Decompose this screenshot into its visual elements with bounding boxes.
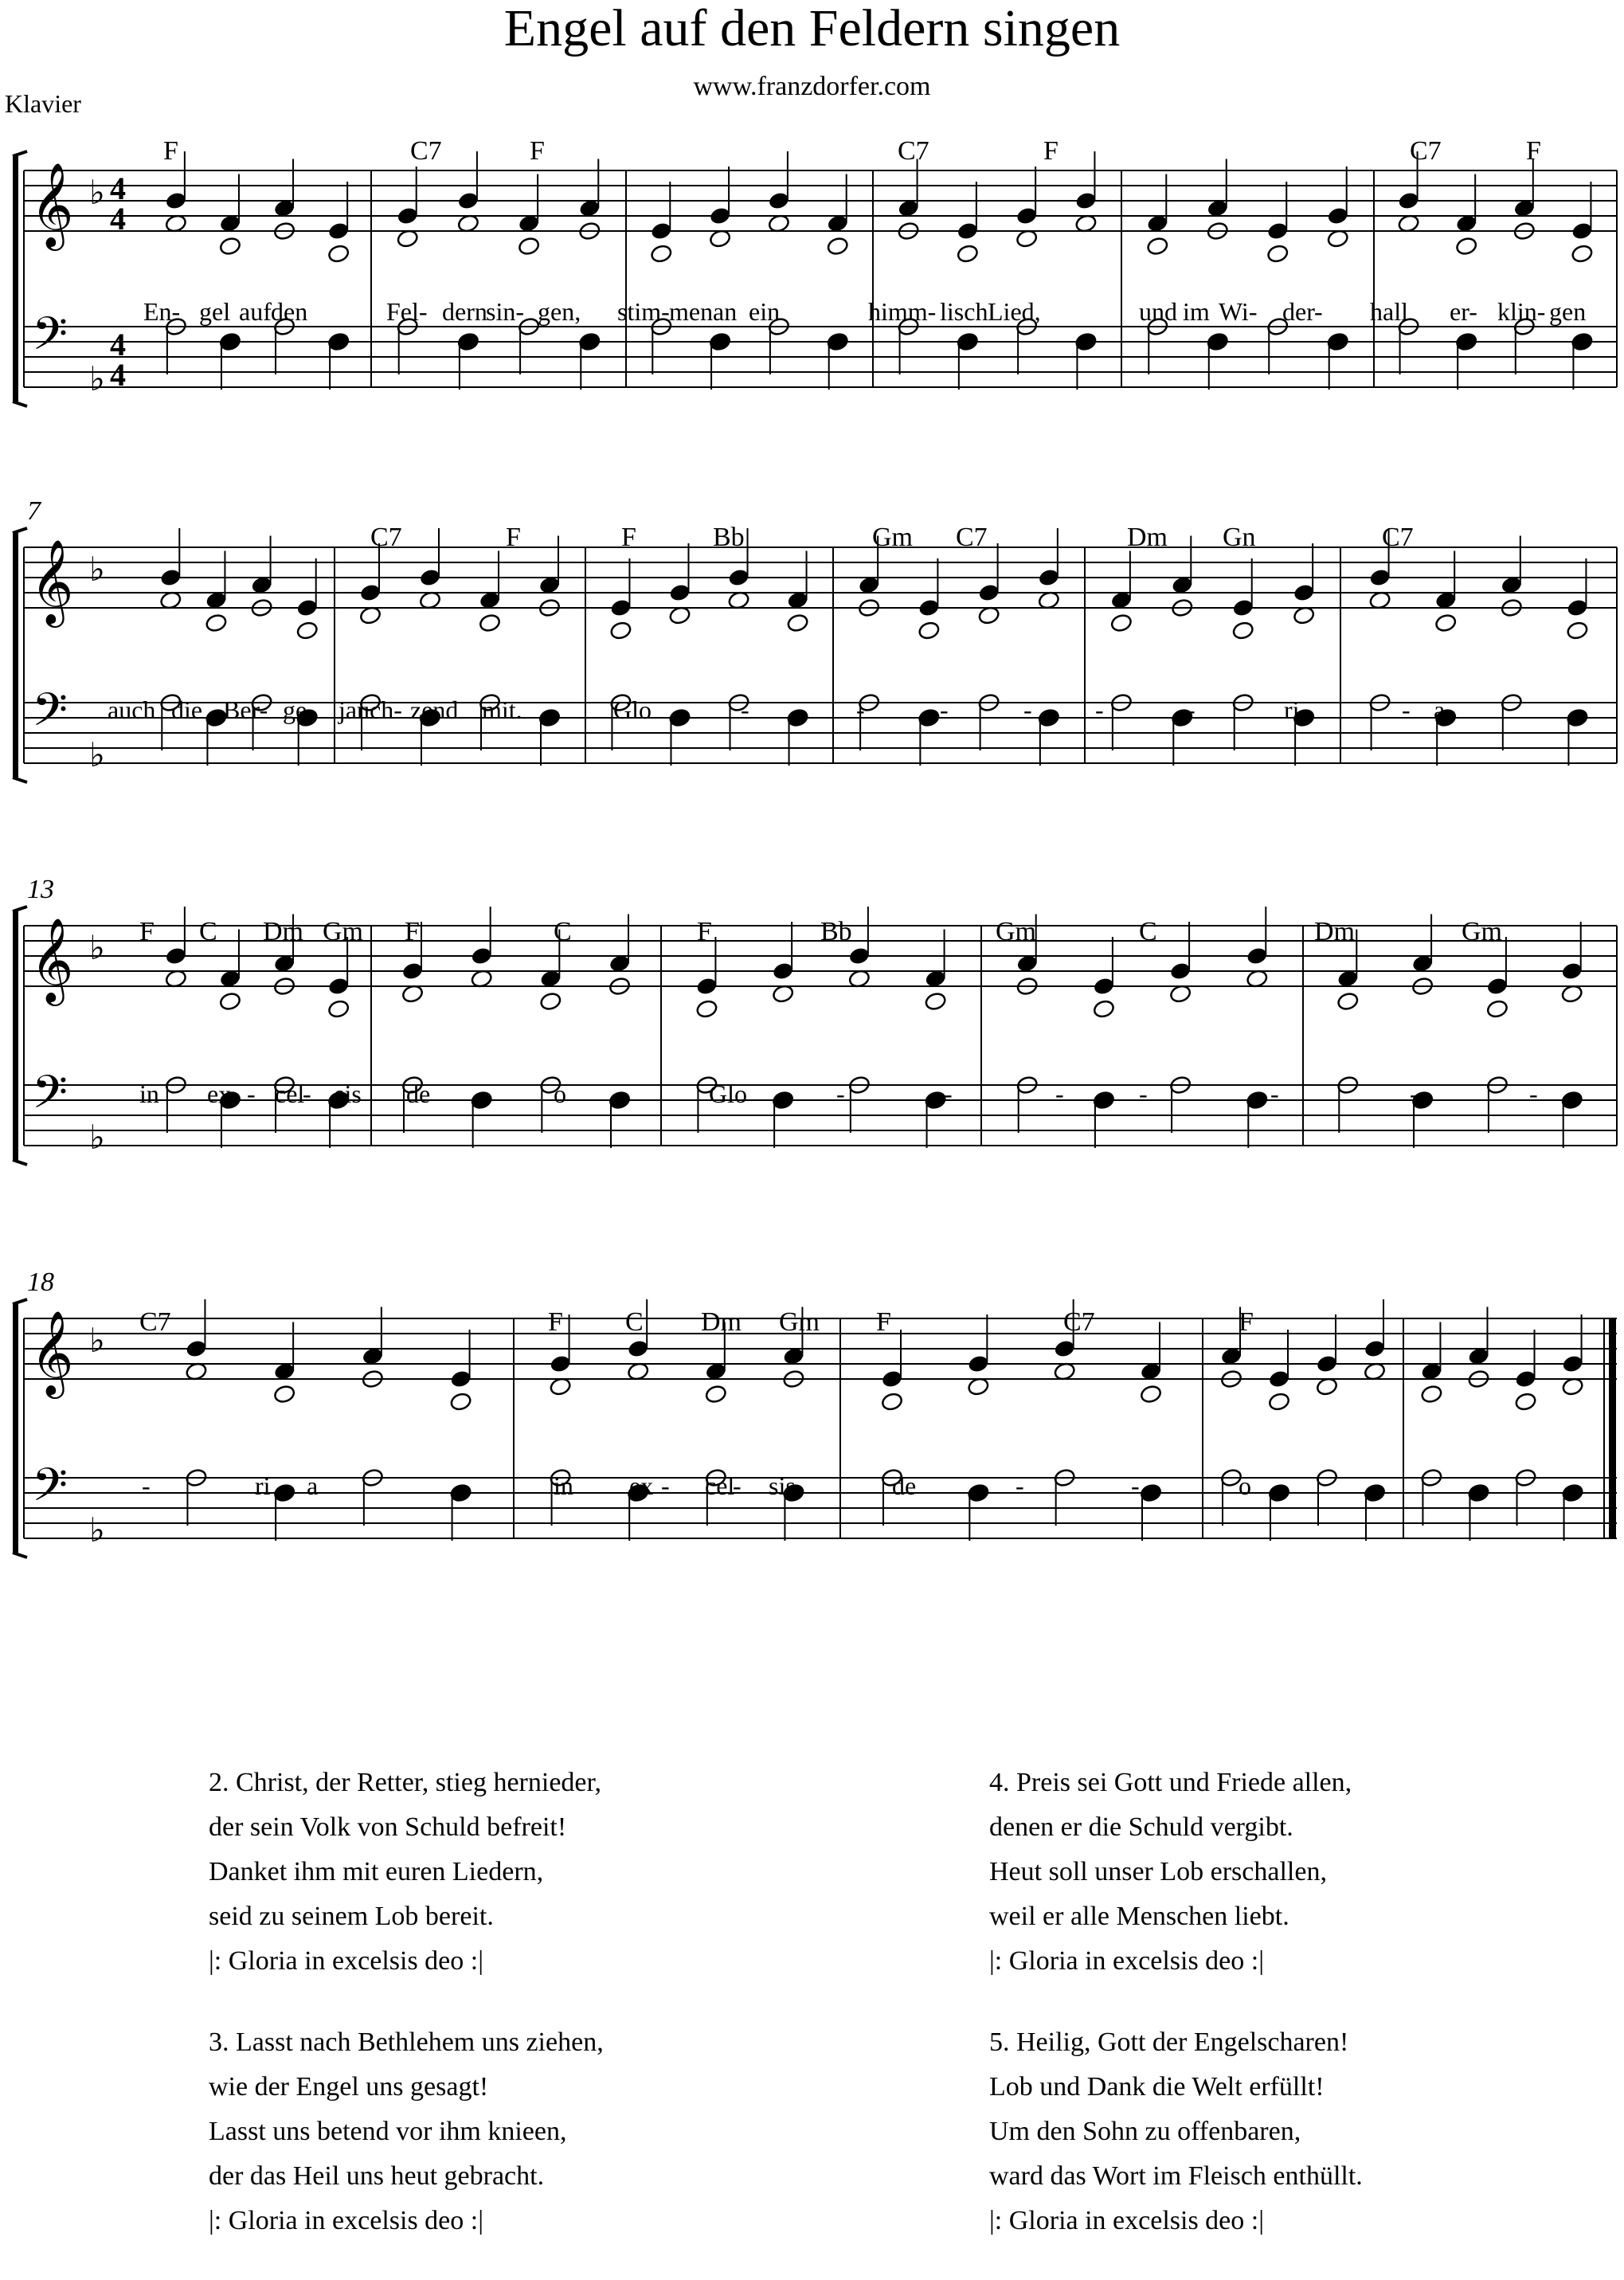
note-head bbox=[704, 1384, 727, 1404]
lyric-syllable: jauch- bbox=[338, 695, 402, 724]
note-head bbox=[957, 244, 980, 264]
note-head bbox=[918, 621, 941, 641]
bass-clef-icon: 𝄢 bbox=[32, 1065, 68, 1130]
verse-line: |: Gloria in excelsis deo :| bbox=[989, 2206, 1265, 2235]
chord-symbol: F bbox=[548, 1307, 563, 1337]
bracket-top bbox=[13, 528, 27, 533]
chord-symbol: C7 bbox=[956, 523, 988, 552]
chord-symbol: Dm bbox=[263, 917, 303, 946]
treble-clef-icon: 𝄞 bbox=[30, 539, 74, 624]
verse-line: wie der Engel uns gesagt! bbox=[209, 2072, 489, 2102]
bass-clef-icon: 𝄢 bbox=[32, 1458, 68, 1523]
note-head bbox=[609, 621, 632, 641]
note-head bbox=[1434, 613, 1458, 633]
note-head bbox=[1420, 1384, 1443, 1404]
chord-symbol: Dm bbox=[1127, 523, 1168, 552]
chord-symbol: Dm bbox=[701, 1307, 742, 1337]
lyric-syllable: den bbox=[271, 297, 308, 326]
note-head bbox=[219, 236, 242, 256]
system-bracket bbox=[13, 1304, 18, 1553]
chord-symbol: Gm bbox=[323, 917, 363, 946]
lyric-syllable: - bbox=[661, 1471, 670, 1500]
lyric-syllable: - bbox=[1055, 1079, 1064, 1108]
lyric-syllable: - bbox=[1529, 1079, 1538, 1108]
lyric-syllable: cel bbox=[275, 1079, 305, 1108]
lyric-syllable: Wi- bbox=[1219, 297, 1258, 326]
lyric-syllable: - bbox=[856, 695, 865, 724]
lyric-syllable: - bbox=[836, 1079, 845, 1108]
lyric-syllable: - bbox=[733, 1471, 742, 1500]
time-signature-denominator: 4 bbox=[110, 201, 126, 237]
lyric-syllable: cel bbox=[705, 1471, 735, 1500]
key-signature-flat-icon: ♭ bbox=[89, 1510, 105, 1549]
system-bracket bbox=[13, 911, 18, 1160]
verse-line: weil er alle Menschen liebt. bbox=[989, 1902, 1289, 1931]
treble-clef-icon: 𝄞 bbox=[30, 1310, 74, 1395]
lyric-syllable: an bbox=[713, 297, 738, 326]
lyric-syllable: - bbox=[478, 1079, 487, 1108]
chord-symbol: F bbox=[405, 917, 420, 946]
lyric-syllable: o bbox=[554, 1079, 566, 1108]
lyric-syllable: auch bbox=[108, 695, 156, 724]
lyric-syllable: Ber- bbox=[223, 695, 268, 724]
note-head bbox=[826, 236, 849, 256]
chord-symbol: F bbox=[1043, 136, 1059, 166]
bracket-bottom bbox=[13, 778, 27, 782]
note-head bbox=[1093, 999, 1116, 1019]
lyric-syllable: de bbox=[406, 1079, 431, 1108]
bracket-bottom bbox=[13, 402, 27, 406]
verse-line: |: Gloria in excelsis deo :| bbox=[209, 2206, 484, 2235]
lyric-syllable: ri bbox=[255, 1471, 271, 1500]
chord-symbol: C7 bbox=[1063, 1307, 1095, 1337]
note-head bbox=[1231, 621, 1254, 641]
chord-symbol: F bbox=[1239, 1307, 1254, 1337]
lyric-syllable: - bbox=[1314, 297, 1323, 326]
lyric-syllable: a bbox=[1434, 695, 1446, 724]
lyric-syllable: ri bbox=[1284, 695, 1300, 724]
lyric-syllable: ex bbox=[207, 1079, 232, 1108]
lyric-syllable: - bbox=[741, 695, 749, 724]
verse-line: denen er die Schuld vergibt. bbox=[989, 1812, 1293, 1842]
system-bracket bbox=[13, 156, 18, 402]
note-head bbox=[1110, 613, 1133, 633]
key-signature-flat-icon: ♭ bbox=[89, 1118, 105, 1157]
verse-3 bbox=[209, 2020, 846, 2243]
lyric-syllable: Glo bbox=[613, 695, 652, 724]
lyric-syllable: in bbox=[139, 1079, 159, 1108]
note-head bbox=[695, 999, 718, 1019]
lyric-syllable: stim- bbox=[617, 297, 670, 326]
lyric-syllable: himm- bbox=[868, 297, 937, 326]
lyric-syllable: - bbox=[142, 1471, 151, 1500]
note-head bbox=[1146, 236, 1169, 256]
lyric-syllable: - bbox=[944, 1079, 953, 1108]
chord-symbol: C7 bbox=[370, 523, 402, 552]
verse-line: 3. Lasst nach Bethlehem uns ziehen, bbox=[209, 2027, 604, 2057]
chord-symbol: C bbox=[1139, 917, 1157, 946]
verse-line: |: Gloria in excelsis deo :| bbox=[209, 1946, 484, 1976]
chord-symbol: Gm bbox=[1462, 917, 1502, 946]
chord-symbol: F bbox=[139, 917, 155, 946]
lyric-syllable: a bbox=[307, 1471, 319, 1500]
lyric-syllable: ein bbox=[749, 297, 781, 326]
bracket-top bbox=[13, 1299, 27, 1304]
note-head bbox=[1566, 621, 1589, 641]
music-system bbox=[13, 907, 1617, 1165]
treble-clef-icon: 𝄞 bbox=[30, 162, 74, 247]
lyric-syllable: sis bbox=[335, 1079, 362, 1108]
note-head bbox=[295, 621, 319, 641]
chord-symbol: Gn bbox=[1223, 523, 1256, 552]
note-head bbox=[650, 244, 673, 264]
chord-symbol: F bbox=[876, 1307, 891, 1337]
verse-line: der das Heil uns heut gebracht. bbox=[209, 2161, 545, 2191]
lyric-syllable: - bbox=[1095, 695, 1104, 724]
chord-symbol: C bbox=[199, 917, 217, 946]
lyric-syllable: und bbox=[1139, 297, 1177, 326]
lyric-syllable: En- bbox=[143, 297, 181, 326]
verse-5 bbox=[989, 2020, 1624, 2243]
chord-symbol: F bbox=[621, 523, 636, 552]
bass-clef-icon: 𝄢 bbox=[32, 307, 68, 372]
verse-line: ward das Wort im Fleisch enthüllt. bbox=[989, 2161, 1363, 2191]
lyric-syllable: zend bbox=[410, 695, 459, 724]
lyric-syllable: - bbox=[1015, 1471, 1024, 1500]
bracket-top bbox=[13, 907, 27, 911]
chord-symbol: C7 bbox=[898, 136, 929, 166]
key-signature-flat-icon: ♭ bbox=[89, 928, 105, 967]
verse-line: 4. Preis sei Gott und Friede allen, bbox=[989, 1768, 1352, 1797]
lyric-syllable: gel bbox=[199, 297, 231, 326]
key-signature-flat-icon: ♭ bbox=[89, 173, 105, 212]
bracket-top bbox=[13, 151, 27, 156]
lyric-syllable: hall bbox=[1370, 297, 1408, 326]
music-system bbox=[13, 528, 1617, 782]
verse-line: Lasst uns betend vor ihm knieen, bbox=[209, 2117, 567, 2146]
time-signature-numerator: 4 bbox=[110, 327, 126, 362]
lyric-syllable: in bbox=[554, 1471, 573, 1500]
lyric-syllable: - bbox=[1139, 1079, 1148, 1108]
chord-symbol: Gm bbox=[996, 917, 1036, 946]
measure-number: 13 bbox=[27, 875, 54, 904]
chord-symbol: Dm bbox=[1314, 917, 1355, 946]
lyric-syllable: gen, bbox=[538, 297, 581, 326]
bracket-bottom bbox=[13, 1553, 27, 1557]
verse-4 bbox=[989, 1761, 1624, 1984]
verse-line: Heut soll unser Lob erschallen, bbox=[989, 1857, 1327, 1886]
time-signature-numerator: 4 bbox=[110, 170, 126, 206]
chord-symbol: Bb bbox=[713, 523, 745, 552]
key-signature-flat-icon: ♭ bbox=[89, 1321, 105, 1360]
lyric-syllable: sin- bbox=[486, 297, 524, 326]
chord-symbol: Bb bbox=[820, 917, 852, 946]
note-head bbox=[924, 991, 947, 1011]
lyric-syllable: - bbox=[1410, 1079, 1419, 1108]
chord-symbol: F bbox=[1526, 136, 1541, 166]
lyric-syllable: die bbox=[171, 695, 203, 724]
lyric-syllable: der bbox=[1282, 297, 1315, 326]
note-head bbox=[327, 244, 350, 264]
note-head bbox=[205, 613, 228, 633]
verse-line: seid zu seinem Lob bereit. bbox=[209, 1902, 494, 1931]
chord-symbol: C bbox=[625, 1307, 644, 1337]
chord-symbol: Gm bbox=[779, 1307, 820, 1337]
chord-symbol: F bbox=[163, 136, 178, 166]
lyric-syllable: men bbox=[669, 297, 714, 326]
note-head bbox=[1268, 1392, 1291, 1412]
note-head bbox=[273, 1384, 296, 1404]
note-head bbox=[1140, 1384, 1163, 1404]
lyric-syllable: - bbox=[279, 1471, 288, 1500]
lyric-syllable: Fel- bbox=[386, 297, 428, 326]
note-head bbox=[1486, 999, 1509, 1019]
lyric-syllable: - bbox=[1023, 695, 1032, 724]
note-head bbox=[327, 999, 350, 1019]
verse-line: der sein Volk von Schuld befreit! bbox=[209, 1812, 567, 1842]
measure-number: 7 bbox=[27, 496, 41, 526]
instrument-label: Klavier bbox=[5, 89, 81, 118]
lyric-syllable: - bbox=[1402, 695, 1411, 724]
website-credit: www.franzdorfer.com bbox=[693, 72, 931, 101]
chord-symbol: F bbox=[697, 917, 712, 946]
lyric-syllable: im bbox=[1183, 297, 1210, 326]
music-system bbox=[13, 1299, 1617, 1557]
music-system bbox=[13, 151, 1617, 406]
treble-clef-icon: 𝄞 bbox=[30, 917, 74, 1002]
lyric-syllable: o bbox=[1239, 1471, 1251, 1500]
verse-2 bbox=[209, 1761, 846, 1984]
lyric-syllable: Glo bbox=[709, 1079, 747, 1108]
key-signature-flat-icon: ♭ bbox=[89, 359, 105, 398]
lyric-syllable: sis bbox=[769, 1471, 796, 1500]
key-signature-flat-icon: ♭ bbox=[89, 550, 105, 589]
verse-column-left bbox=[209, 1761, 846, 2280]
lyric-syllable: er- bbox=[1450, 297, 1477, 326]
lyric-syllable: gen bbox=[1549, 297, 1587, 326]
lyric-syllable: lisch bbox=[940, 297, 988, 326]
chord-symbol: C7 bbox=[410, 136, 442, 166]
note-head bbox=[518, 236, 541, 256]
chord-symbol: F bbox=[530, 136, 545, 166]
lyric-syllable: dern bbox=[442, 297, 487, 326]
verse-column-right bbox=[989, 1761, 1624, 2280]
system-bracket bbox=[13, 533, 18, 778]
chord-symbol: C bbox=[554, 917, 572, 946]
lyric-syllable: - bbox=[247, 1079, 256, 1108]
verse-line: 5. Heilig, Gott der Engelscharen! bbox=[989, 2027, 1349, 2057]
key-signature-flat-icon: ♭ bbox=[89, 735, 105, 774]
note-head bbox=[449, 1392, 472, 1412]
lyric-syllable: auf bbox=[239, 297, 272, 326]
bracket-bottom bbox=[13, 1160, 27, 1165]
verse-line: |: Gloria in excelsis deo :| bbox=[989, 1946, 1265, 1976]
measure-number: 18 bbox=[27, 1267, 54, 1297]
note-head bbox=[1455, 236, 1478, 256]
bass-clef-icon: 𝄢 bbox=[32, 683, 68, 748]
lyric-syllable: ex bbox=[629, 1471, 654, 1500]
lyric-syllable: - bbox=[1131, 1471, 1140, 1500]
note-head bbox=[1571, 244, 1594, 264]
note-head bbox=[1266, 244, 1289, 264]
verse-line: Um den Sohn zu offenbaren, bbox=[989, 2117, 1301, 2146]
lyric-syllable: de bbox=[892, 1471, 917, 1500]
note-head bbox=[219, 991, 242, 1011]
note-head bbox=[786, 613, 809, 633]
chord-symbol: F bbox=[506, 523, 521, 552]
chord-symbol: C7 bbox=[139, 1307, 171, 1337]
verse-line: 2. Christ, der Retter, stieg hernieder, bbox=[209, 1768, 601, 1797]
final-bar-thick bbox=[1609, 1318, 1616, 1538]
lyric-syllable: klin- bbox=[1497, 297, 1546, 326]
chord-symbol: C7 bbox=[1382, 523, 1414, 552]
note-head bbox=[881, 1392, 904, 1412]
chord-symbol: Gm bbox=[872, 523, 913, 552]
song-title: Engel auf den Feldern singen bbox=[503, 0, 1121, 57]
verse-line: Lob und Dank die Welt erfüllt! bbox=[989, 2072, 1325, 2102]
note-head bbox=[539, 991, 562, 1011]
lyric-syllable: - bbox=[1270, 1079, 1279, 1108]
lyric-syllable: ge bbox=[283, 695, 307, 724]
note-head bbox=[1514, 1392, 1537, 1412]
time-signature-denominator: 4 bbox=[110, 357, 126, 393]
lyric-syllable: mit. bbox=[482, 695, 522, 724]
note-head bbox=[1336, 991, 1360, 1011]
lyric-syllable: - bbox=[1187, 695, 1195, 724]
lyric-syllable: Lied, bbox=[988, 297, 1041, 326]
lyric-syllable: - bbox=[940, 695, 949, 724]
verse-line: Danket ihm mit euren Liedern, bbox=[209, 1857, 544, 1886]
lyric-syllable: - bbox=[303, 1079, 311, 1108]
chord-symbol: C7 bbox=[1410, 136, 1442, 166]
note-head bbox=[479, 613, 502, 633]
